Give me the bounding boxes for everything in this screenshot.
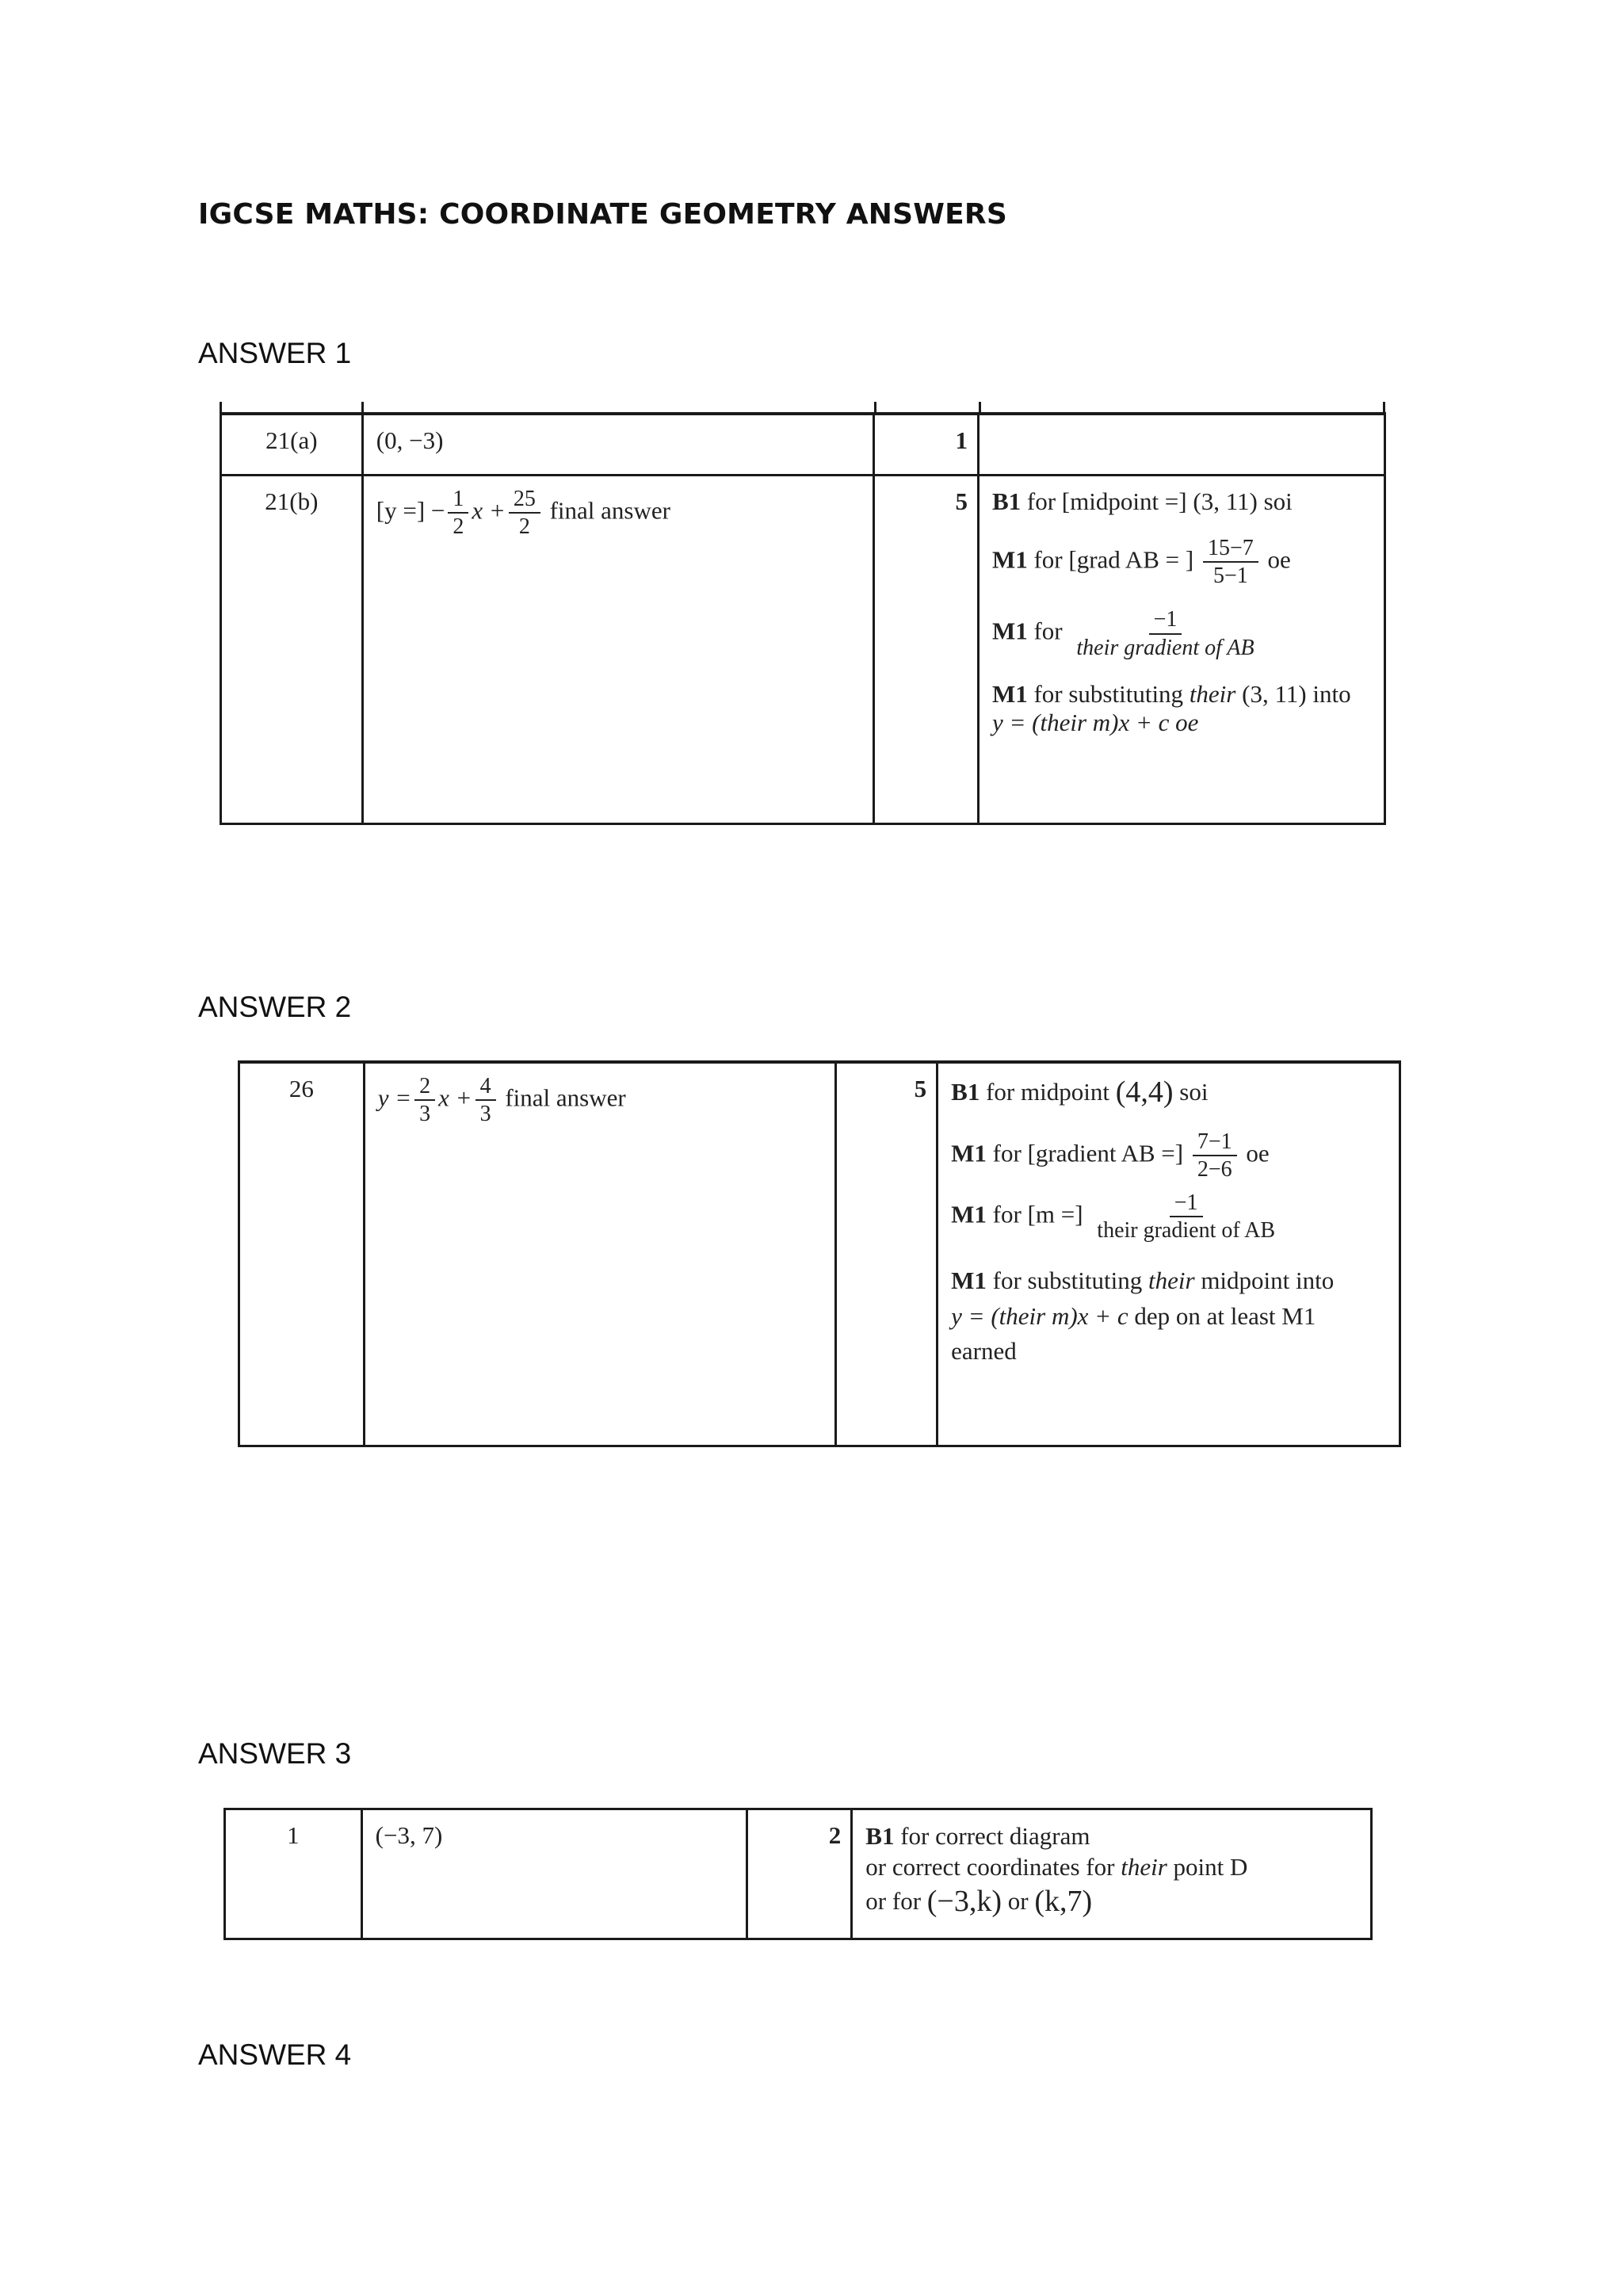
answer-suffix: final answer	[505, 1083, 626, 1112]
denominator: 2−6	[1197, 1157, 1232, 1182]
guidance-text: their	[1121, 1852, 1167, 1881]
answer-prefix: y =	[377, 1083, 412, 1112]
denominator: 5−1	[1212, 563, 1248, 588]
marks-cell: 5	[836, 1062, 938, 1446]
denominator: 2	[518, 514, 530, 539]
table-row	[239, 1062, 1400, 1446]
guidance-text: or correct coordinates for	[865, 1852, 1115, 1881]
mark-code: M1	[991, 545, 1028, 573]
answer-prefix: [y =]	[376, 496, 426, 524]
guidance-line	[992, 608, 1371, 659]
guidance-text: y = (their m)x + c oe	[991, 709, 1199, 737]
fraction	[1071, 608, 1258, 659]
answer-4-heading: ANSWER 4	[198, 2038, 352, 2071]
denominator: their gradient of AB	[1097, 1218, 1276, 1244]
denominator: 3	[419, 1102, 431, 1127]
guidance-text: for midpoint	[986, 1078, 1109, 1106]
guidance-line	[992, 680, 1371, 737]
table-edge-mark	[1383, 402, 1385, 413]
numerator: −1	[1170, 1191, 1203, 1217]
guidance-text: for correct diagram	[900, 1822, 1090, 1850]
answer-1-heading: ANSWER 1	[198, 337, 352, 369]
guidance-text: dep on at least M1	[1134, 1301, 1316, 1330]
fraction	[475, 1075, 496, 1126]
guidance-value: (k,7)	[1034, 1884, 1093, 1918]
numerator: 7−1	[1193, 1130, 1237, 1156]
mark-code: M1	[951, 1266, 987, 1294]
mark-code: B1	[865, 1822, 895, 1850]
guidance-text: for [grad AB = ]	[1033, 545, 1194, 573]
guidance-text: for substituting	[992, 1266, 1143, 1294]
fraction	[414, 1075, 435, 1126]
mark-code: B1	[951, 1078, 980, 1106]
guidance-text: oe	[1246, 1139, 1270, 1167]
table-edge-mark	[874, 402, 876, 413]
answer-1-table	[220, 412, 1386, 825]
answer-cell: (−3, 7)	[361, 1809, 747, 1939]
table-row	[221, 414, 1385, 475]
answer-cell: (0, −3)	[362, 414, 873, 475]
table-edge-mark	[361, 402, 364, 413]
guidance-cell	[978, 414, 1384, 475]
guidance-line	[992, 537, 1371, 588]
mark-code: M1	[991, 617, 1028, 645]
fraction	[448, 487, 468, 539]
question-number: 26	[239, 1062, 365, 1446]
guidance-text: y = (their m)x + c	[951, 1301, 1128, 1330]
table-row	[221, 475, 1385, 823]
answer-sign: −	[430, 496, 445, 524]
guidance-text: oe	[1267, 545, 1291, 573]
denominator: 3	[479, 1102, 491, 1127]
numerator: −1	[1149, 608, 1182, 634]
question-number: 21(a)	[221, 414, 363, 475]
numerator: 2	[414, 1075, 435, 1101]
mark-code: B1	[991, 487, 1022, 515]
guidance-text: for [midpoint =] (3, 11) soi	[1026, 487, 1293, 515]
guidance-cell	[852, 1809, 1372, 1939]
answer-3-table	[223, 1808, 1373, 1940]
table-edge-mark	[220, 402, 222, 413]
page-title: IGCSE MATHS: COORDINATE GEOMETRY ANSWERS	[198, 198, 1007, 231]
answer-suffix: final answer	[549, 496, 670, 524]
guidance-text: or	[1007, 1886, 1029, 1915]
guidance-text: or for	[865, 1886, 922, 1915]
fraction	[1203, 537, 1258, 588]
guidance-value: (4,4)	[1115, 1075, 1174, 1109]
numerator: 15−7	[1203, 537, 1258, 563]
guidance-value: (−3,k)	[926, 1884, 1002, 1918]
mark-code: M1	[951, 1139, 987, 1167]
guidance-text: for	[1033, 617, 1063, 645]
question-number: 21(b)	[221, 475, 363, 823]
mark-code: M1	[951, 1200, 987, 1228]
guidance-line	[992, 487, 1371, 516]
guidance-text: earned	[951, 1337, 1017, 1366]
guidance-text: for substituting	[1033, 680, 1184, 709]
guidance-cell	[938, 1062, 1400, 1446]
fraction	[509, 487, 540, 539]
numerator: 25	[509, 487, 540, 514]
answer-2-table	[238, 1060, 1401, 1447]
denominator: their gradient of AB	[1076, 635, 1254, 660]
answer-mid: x +	[438, 1083, 472, 1112]
marks-cell: 5	[874, 475, 979, 823]
answer-cell	[364, 1062, 836, 1446]
guidance-text: soi	[1179, 1078, 1209, 1106]
answer-cell	[362, 475, 873, 823]
answer-3-heading: ANSWER 3	[198, 1737, 352, 1770]
guidance-text: (3, 11) into	[1242, 680, 1351, 709]
marks-cell: 1	[874, 414, 979, 475]
mark-code: M1	[991, 680, 1028, 709]
table-edge-mark	[979, 402, 981, 413]
denominator: 2	[453, 514, 464, 539]
guidance-text: their	[1189, 680, 1236, 709]
guidance-text: for [m =]	[992, 1200, 1083, 1228]
answer-2-heading: ANSWER 2	[198, 991, 352, 1023]
guidance-line	[951, 1075, 1386, 1110]
guidance-text: their	[1148, 1266, 1195, 1294]
numerator: 1	[448, 487, 468, 514]
answer-mid: x +	[472, 496, 506, 524]
question-number: 1	[225, 1809, 362, 1939]
guidance-line	[951, 1191, 1386, 1243]
guidance-text: midpoint into	[1201, 1266, 1335, 1294]
guidance-line	[951, 1130, 1386, 1182]
marks-cell: 2	[747, 1809, 852, 1939]
table-row	[225, 1809, 1372, 1939]
guidance-cell	[978, 475, 1384, 823]
fraction	[1092, 1191, 1280, 1243]
guidance-text: for [gradient AB =]	[992, 1139, 1184, 1167]
fraction	[1193, 1130, 1237, 1182]
numerator: 4	[475, 1075, 496, 1101]
guidance-line	[951, 1263, 1386, 1370]
guidance-text: point D	[1173, 1852, 1248, 1881]
